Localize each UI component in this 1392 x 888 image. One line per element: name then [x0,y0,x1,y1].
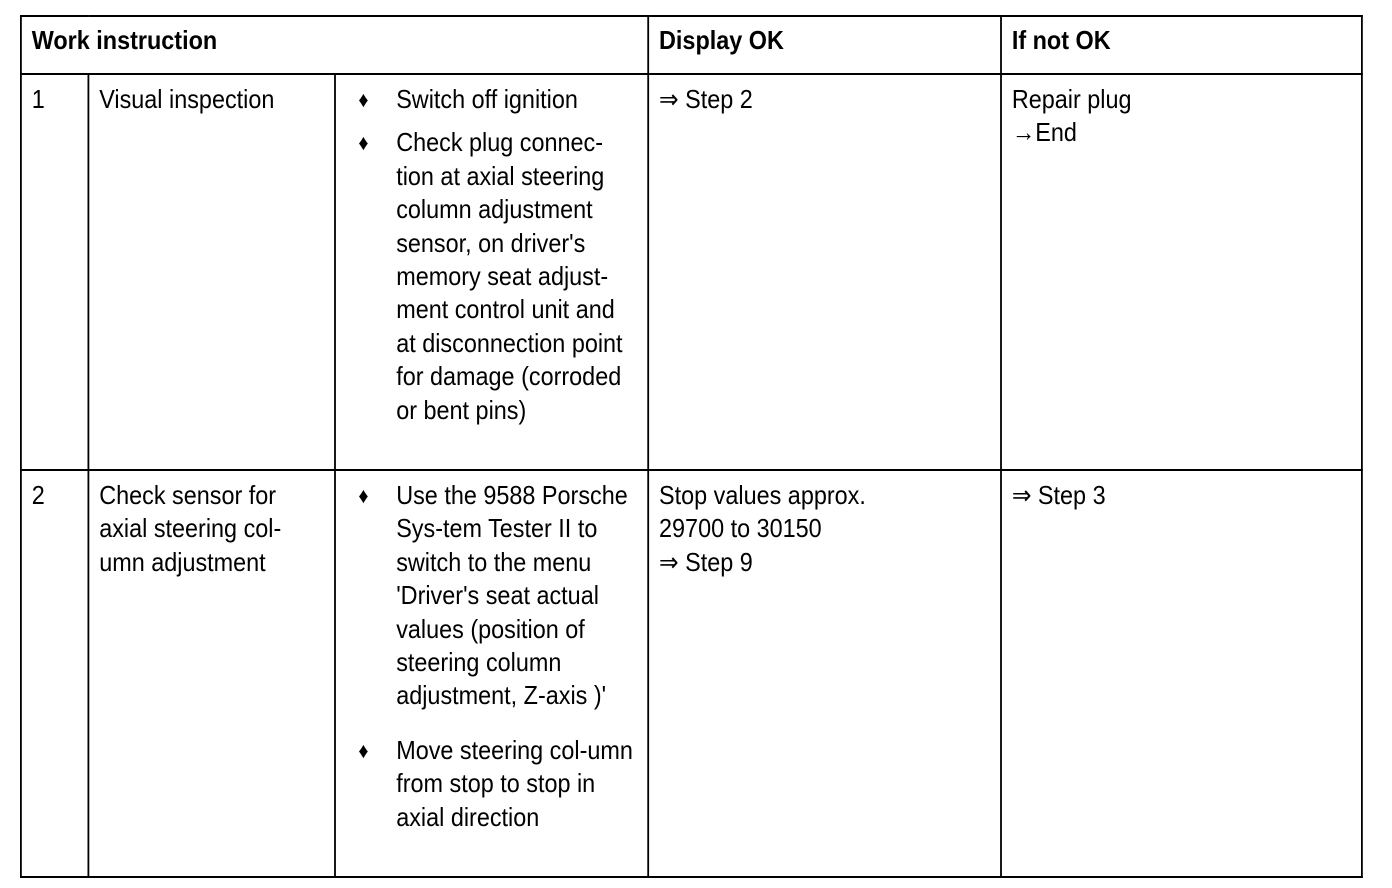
display-ok-line: Stop values approx. [659,480,866,510]
if-not-ok-line: Repair plug [1011,84,1132,114]
header-row [21,16,1362,74]
header-display-ok: Display OK [648,16,1001,74]
bullet-list [346,83,638,427]
diamond-bullet-icon: ♦ [358,737,369,763]
bullet-text: Check plug connec-tion at axial steering column adjustment sensor, on driver's memory seat adjust-ment control unit and at disconnection point for damage (corroded or bent pins) [396,127,623,425]
step-title [88,74,335,470]
if-not-ok-cell [1001,470,1362,877]
if-not-ok-text: ⇒ Step 3 [1011,480,1106,510]
list-item [346,83,638,116]
step-title-text: Check sensor for axial steering col-umn adjustment [99,480,282,577]
list-item [346,126,638,427]
diamond-bullet-icon: ♦ [358,130,369,156]
if-not-ok-cell [1001,74,1362,470]
work-instruction-table [20,15,1363,878]
bullet-text: Use the 9588 Porsche Sys-tem Tester II to switch to the menu 'Driver's seat actual values (position of steering column adjustment, Z-axis )' [396,480,628,711]
display-ok-line: ⇒ Step 9 [659,546,753,577]
bullet-list [346,479,638,834]
diamond-bullet-icon: ♦ [358,87,369,112]
display-ok-cell [648,470,1001,877]
display-ok-line: 29700 to 30150 [659,513,822,544]
step-title-text: Visual inspection [99,84,275,114]
table-row [21,74,1362,470]
table-row [21,470,1362,877]
diamond-bullet-icon: ♦ [358,483,369,508]
header-work-instruction: Work instruction [21,16,648,74]
bullet-text: Move steering col-umn from stop to stop in axial direction [396,734,633,832]
display-ok-text: ⇒ Step 2 [659,84,753,114]
if-not-ok-line: →End [1011,117,1077,148]
step-number: 1 [21,74,89,470]
step-instructions [335,470,648,877]
bullet-text: Switch off ignition [396,84,578,114]
work-instruction-table-wrapper [20,15,1361,867]
step-instructions [335,74,648,470]
list-item [346,734,638,834]
display-ok-cell [648,74,1001,470]
step-title [88,470,335,877]
list-item [346,479,638,713]
header-if-not-ok: If not OK [1001,16,1362,74]
step-number: 2 [21,470,89,877]
